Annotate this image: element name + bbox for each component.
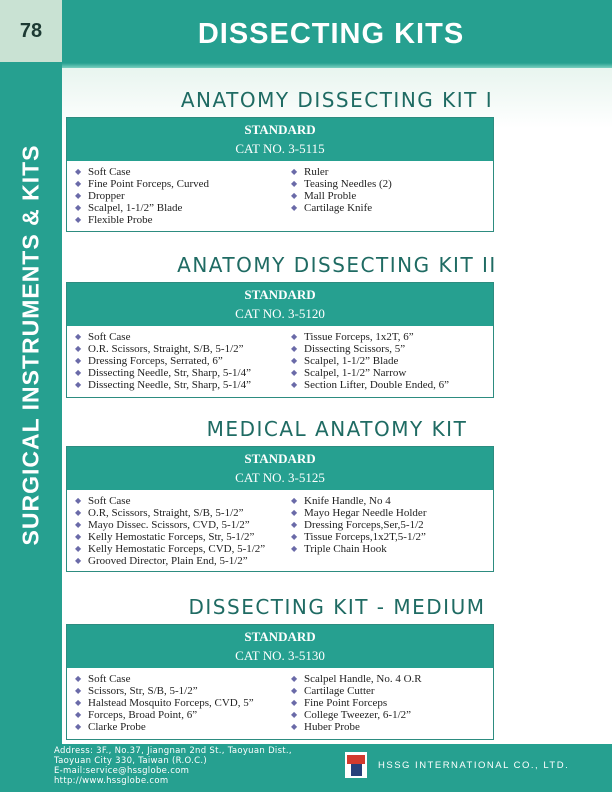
diamond-bullet-icon: ◆ [291, 544, 298, 553]
kit-items-left [75, 166, 291, 226]
diamond-bullet-icon: ◆ [291, 332, 298, 341]
email-link[interactable]: E-mail:service@hssglobe.com [54, 766, 190, 776]
kit-cat-no: CAT NO. 3-5130 [235, 648, 325, 663]
diamond-bullet-icon: ◆ [75, 496, 82, 505]
website-link[interactable]: http://www.hssglobe.com [54, 776, 169, 786]
kit-items-left [75, 331, 291, 391]
diamond-bullet-icon: ◆ [291, 191, 298, 200]
kit-item [291, 343, 491, 355]
side-label: SURGICAL INSTRUMENTS & KITS [17, 144, 44, 546]
hssg-logo-icon [345, 752, 367, 778]
diamond-bullet-icon: ◆ [291, 508, 298, 517]
kit-title: DISSECTING KIT - MEDIUM [188, 595, 486, 619]
kit-items-right [291, 673, 491, 733]
kit-item-label: Section Lifter, Double Ended, 6” [304, 379, 449, 391]
kit-header [67, 118, 493, 161]
kit-item-label: Soft Case [88, 331, 131, 343]
kit-box [66, 624, 494, 740]
kit-item-label: Teasing Needles (2) [304, 178, 392, 190]
diamond-bullet-icon: ◆ [75, 556, 82, 565]
kit-item-label: Dissecting Scissors, 5” [304, 343, 406, 355]
diamond-bullet-icon: ◆ [75, 544, 82, 553]
kit-item-label: Clarke Probe [88, 721, 146, 733]
diamond-bullet-icon: ◆ [75, 179, 82, 188]
kit-item-label: Cartilage Cutter [304, 685, 375, 697]
kit-item-label: Triple Chain Hook [304, 543, 387, 555]
kit-item [75, 331, 291, 343]
kit-item-label: Dissecting Needle, Str, Sharp, 5-1/4” [88, 379, 251, 391]
kit-item [75, 673, 291, 685]
kit-title: ANATOMY DISSECTING KIT I [180, 88, 494, 112]
kit-item [291, 531, 491, 543]
kit-header [67, 625, 493, 668]
diamond-bullet-icon: ◆ [291, 368, 298, 377]
footer-address [54, 746, 292, 786]
kit-items-right [291, 495, 491, 567]
diamond-bullet-icon: ◆ [291, 710, 298, 719]
kit-label: STANDARD [244, 451, 316, 466]
address-line: Address: 3F., No.37, Jiangnan 2nd St., Taoyuan Dist., [54, 746, 292, 756]
diamond-bullet-icon: ◆ [291, 344, 298, 353]
kit-item-list [67, 490, 493, 570]
kit-box [66, 117, 494, 232]
kit-item [75, 543, 291, 555]
kit-item [75, 178, 291, 190]
kit-item-label: Kelly Hemostatic Forceps, Str, 5-1/2” [88, 531, 255, 543]
kit-item [291, 166, 491, 178]
diamond-bullet-icon: ◆ [75, 191, 82, 200]
diamond-bullet-icon: ◆ [75, 356, 82, 365]
kit-item [75, 367, 291, 379]
kit-item [291, 355, 491, 367]
kit-item [75, 343, 291, 355]
kit-item-label: Halstead Mosquito Forceps, CVD, 5” [88, 697, 254, 709]
kit-cat-no: CAT NO. 3-5115 [235, 141, 325, 156]
kit-item [291, 495, 491, 507]
kit-header [67, 283, 493, 326]
kit-item [75, 531, 291, 543]
diamond-bullet-icon: ◆ [75, 344, 82, 353]
kit-item [75, 355, 291, 367]
diamond-bullet-icon: ◆ [291, 686, 298, 695]
kit-item-label: Mall Proble [304, 190, 357, 202]
kit-item [75, 495, 291, 507]
kit-box [66, 446, 494, 572]
diamond-bullet-icon: ◆ [75, 698, 82, 707]
diamond-bullet-icon: ◆ [75, 368, 82, 377]
kit-item [75, 379, 291, 391]
kit-item-label: College Tweezer, 6-1/2” [304, 709, 412, 721]
page-number: 78 [0, 0, 62, 62]
kit-items-right [291, 331, 491, 391]
diamond-bullet-icon: ◆ [75, 710, 82, 719]
diamond-bullet-icon: ◆ [291, 520, 298, 529]
diamond-bullet-icon: ◆ [75, 215, 82, 224]
diamond-bullet-icon: ◆ [291, 167, 298, 176]
kit-item-label: Huber Probe [304, 721, 360, 733]
diamond-bullet-icon: ◆ [75, 674, 82, 683]
kit-item-label: Kelly Hemostatic Forceps, CVD, 5-1/2” [88, 543, 266, 555]
kit-item-list [67, 668, 493, 736]
kit-item-label: Soft Case [88, 166, 131, 178]
kit-item-label: Dressing Forceps,Ser,5-1/2 [304, 519, 424, 531]
kit-item [291, 673, 491, 685]
diamond-bullet-icon: ◆ [291, 356, 298, 365]
kit-items-left [75, 495, 291, 567]
kit-item-label: Dropper [88, 190, 125, 202]
diamond-bullet-icon: ◆ [291, 698, 298, 707]
kit-item [75, 507, 291, 519]
diamond-bullet-icon: ◆ [75, 203, 82, 212]
kit-item-label: Flexible Probe [88, 214, 153, 226]
kit-title: MEDICAL ANATOMY KIT [206, 417, 468, 441]
diamond-bullet-icon: ◆ [291, 532, 298, 541]
diamond-bullet-icon: ◆ [75, 686, 82, 695]
diamond-bullet-icon: ◆ [291, 380, 298, 389]
kit-cat-no: CAT NO. 3-5120 [235, 306, 325, 321]
kit-box [66, 282, 494, 398]
kit-item [291, 178, 491, 190]
kit-item [75, 721, 291, 733]
kit-item [291, 697, 491, 709]
diamond-bullet-icon: ◆ [291, 179, 298, 188]
kit-item [291, 379, 491, 391]
diamond-bullet-icon: ◆ [75, 520, 82, 529]
kit-item-label: O.R, Scissors, Straight, S/B, 5-1/2” [88, 507, 244, 519]
kit-item-list [67, 326, 493, 394]
kit-item [291, 709, 491, 721]
kit-items-right [291, 166, 491, 226]
kit-item [291, 543, 491, 555]
kit-item [291, 331, 491, 343]
kit-item [75, 697, 291, 709]
kit-item [75, 190, 291, 202]
kit-item-label: Scalpel, 1-1/2” Blade [304, 355, 399, 367]
kit-item-label: Dressing Forceps, Serrated, 6” [88, 355, 223, 367]
kit-item [291, 367, 491, 379]
kit-item [291, 190, 491, 202]
kit-item [75, 709, 291, 721]
kit-title: ANATOMY DISSECTING KIT II [177, 253, 497, 277]
kit-item-label: Scissors, Str, S/B, 5-1/2” [88, 685, 198, 697]
kit-item-label: Mayo Hegar Needle Holder [304, 507, 427, 519]
kit-item-label: Tissue Forceps, 1x2T, 6” [304, 331, 414, 343]
kit-item-label: Fine Point Forceps [304, 697, 388, 709]
page-header [62, 0, 612, 68]
diamond-bullet-icon: ◆ [75, 532, 82, 541]
diamond-bullet-icon: ◆ [291, 203, 298, 212]
diamond-bullet-icon: ◆ [75, 167, 82, 176]
diamond-bullet-icon: ◆ [291, 496, 298, 505]
kit-item [75, 685, 291, 697]
kit-item-label: Fine Point Forceps, Curved [88, 178, 209, 190]
kit-label: STANDARD [244, 287, 316, 302]
kit-item-label: Ruler [304, 166, 329, 178]
page-title: DISSECTING KITS [197, 17, 465, 50]
kit-item-label: Scalpel Handle, No. 4 O.R [304, 673, 422, 685]
kit-item-label: Grooved Director, Plain End, 5-1/2” [88, 555, 248, 567]
company-name: HSSG INTERNATIONAL CO., LTD. [378, 760, 570, 771]
kit-item-label: Tissue Forceps,1x2T,5-1/2” [304, 531, 426, 543]
diamond-bullet-icon: ◆ [291, 722, 298, 731]
kit-item [291, 519, 491, 531]
kit-item [75, 202, 291, 214]
kit-label: STANDARD [244, 122, 316, 137]
diamond-bullet-icon: ◆ [75, 332, 82, 341]
kit-header [67, 447, 493, 490]
kit-item-label: Soft Case [88, 673, 131, 685]
kit-label: STANDARD [244, 629, 316, 644]
kit-item-label: Dissecting Needle, Str, Sharp, 5-1/4” [88, 367, 251, 379]
kit-item-label: O.R. Scissors, Straight, S/B, 5-1/2” [88, 343, 244, 355]
kit-item-label: Mayo Dissec. Scissors, CVD, 5-1/2” [88, 519, 250, 531]
kit-item-list [67, 161, 493, 229]
kit-item [75, 519, 291, 531]
diamond-bullet-icon: ◆ [291, 674, 298, 683]
diamond-bullet-icon: ◆ [75, 508, 82, 517]
kit-item [291, 507, 491, 519]
kit-item [291, 685, 491, 697]
kit-item [291, 721, 491, 733]
kit-item-label: Scalpel, 1-1/2” Blade [88, 202, 183, 214]
address-line: Taoyuan City 330, Taiwan (R.O.C.) [54, 756, 208, 766]
diamond-bullet-icon: ◆ [75, 380, 82, 389]
kit-item-label: Forceps, Broad Point, 6” [88, 709, 198, 721]
kit-item-label: Scalpel, 1-1/2” Narrow [304, 367, 407, 379]
kit-item-label: Cartilage Knife [304, 202, 373, 214]
kit-item [75, 214, 291, 226]
diamond-bullet-icon: ◆ [75, 722, 82, 731]
kit-cat-no: CAT NO. 3-5125 [235, 470, 325, 485]
kit-items-left [75, 673, 291, 733]
kit-item-label: Soft Case [88, 495, 131, 507]
kit-item-label: Knife Handle, No 4 [304, 495, 391, 507]
kit-item [291, 202, 491, 214]
kit-item [75, 166, 291, 178]
kit-item [75, 555, 291, 567]
